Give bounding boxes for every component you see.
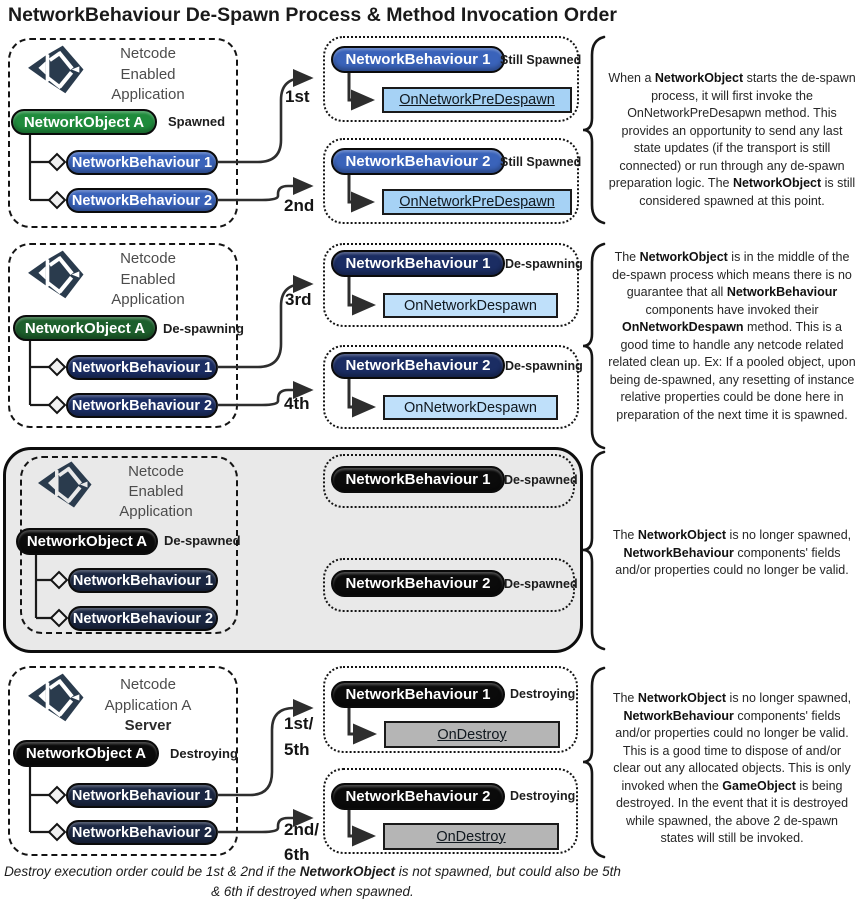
behaviour-pill: NetworkBehaviour 1 [331, 681, 505, 708]
object-status: Spawned [168, 114, 226, 129]
behaviour-status: De-spawned [504, 577, 578, 591]
unity-logo-icon [26, 249, 84, 301]
app-label: Netcode Application A Server [104, 676, 192, 734]
behaviour-status: Still Spawned [500, 53, 582, 67]
app-label: Netcode Enabled Application [111, 45, 185, 103]
brace-row-3 [583, 452, 604, 649]
method-box: OnNetworkDespawn [383, 395, 558, 420]
object-status: Destroying [170, 746, 238, 761]
order-label: 1st [285, 87, 310, 106]
behaviour-pill: NetworkBehaviour 2 [66, 820, 218, 845]
unity-logo-icon [26, 672, 84, 724]
app-label: Netcode Enabled Application [111, 250, 185, 308]
brace-icons [583, 37, 604, 857]
brace-row-1 [583, 37, 604, 223]
unity-logo-icon [26, 44, 84, 96]
behaviour-pill: NetworkBehaviour 1 [66, 783, 218, 808]
method-box: OnNetworkPreDespawn [382, 87, 572, 113]
behaviour-pill: NetworkBehaviour 1 [331, 250, 505, 277]
behaviour-status: Destroying [510, 687, 576, 701]
page-title: NetworkBehaviour De-Spawn Process & Method Invocation Order [8, 4, 617, 26]
behaviour-pill: NetworkBehaviour 2 [331, 148, 505, 175]
order-label: 4th [284, 394, 310, 413]
order-label: 2nd [284, 196, 315, 215]
behaviour-pill: NetworkBehaviour 1 [331, 466, 505, 493]
behaviour-status: Still Spawned [500, 155, 582, 169]
object-status: De-spawned [164, 533, 241, 548]
behaviour-pill: NetworkBehaviour 2 [66, 188, 218, 213]
description-text: When a NetworkObject starts the de-spawn process, it will first invoke the OnNetworkPreDesapwn method. This provides an opportunity to send any last state updates (if the transport is still connected) or run through any de-spawn preparation logic. The NetworkObject is still considered spawned at this point. [608, 71, 856, 208]
behaviour-pill: NetworkBehaviour 1 [66, 355, 218, 380]
order-label: 2nd/ [284, 820, 319, 839]
method-box: OnDestroy [384, 721, 560, 748]
object-status: De-spawning [163, 321, 244, 336]
behaviour-pill: NetworkBehaviour 2 [66, 393, 218, 418]
order-label: 6th [284, 845, 310, 864]
app-label: Netcode Enabled Application [119, 463, 193, 520]
behaviour-pill: NetworkBehaviour 1 [68, 568, 218, 593]
order-label: 5th [284, 740, 310, 759]
behaviour-pill: NetworkBehaviour 2 [331, 783, 505, 810]
description-text: The NetworkObject is no longer spawned, NetworkBehaviour components' fields and/or properties could no longer be valid. This is a good time to dispose of and/or clear out any allocated objects. This is only invoked when the GameObject is being destroyed. In the event that it is destroyed while spawned, the above 2 de-spawn states will still be invoked. [612, 691, 852, 845]
network-object-pill: NetworkObject A [13, 315, 157, 341]
description-text: The NetworkObject is no longer spawned, NetworkBehaviour components' fields and/or properties could no longer be valid. [612, 528, 852, 577]
behaviour-pill: NetworkBehaviour 2 [68, 606, 218, 631]
behaviour-status: De-spawning [505, 359, 583, 373]
behaviour-pill: NetworkBehaviour 1 [66, 150, 218, 175]
network-object-pill: NetworkObject A [13, 740, 159, 767]
brace-row-2 [583, 244, 604, 448]
method-box: OnNetworkPreDespawn [382, 189, 572, 215]
behaviour-pill: NetworkBehaviour 2 [331, 570, 505, 597]
footnote-text: Destroy execution order could be 1st & 2nd if the NetworkObject is not spawned, but could also be 5th & 6th if destroyed when spawned. [4, 864, 621, 899]
order-label: 1st/ [284, 714, 314, 733]
behaviour-status: De-spawned [504, 473, 578, 487]
behaviour-pill: NetworkBehaviour 2 [331, 352, 505, 379]
unity-logo-icon [36, 460, 92, 510]
order-label: 3rd [285, 290, 312, 309]
behaviour-pill: NetworkBehaviour 1 [331, 46, 505, 73]
brace-row-4 [583, 668, 604, 857]
behaviour-status: De-spawning [505, 257, 583, 271]
description-text: The NetworkObject is in the middle of the de-spawn process which means there is no guarantee that all NetworkBehaviour components have invoked their OnNetworkDespawn method. This is a good time to handle any netcode related related clean up. Ex: If a pooled object, upon being de-spawned, any resetting of instance relative properties could be done here in preparation of the next time it is spawned. [608, 250, 856, 422]
network-object-pill: NetworkObject A [16, 528, 158, 555]
network-object-pill: NetworkObject A [11, 109, 157, 135]
method-box: OnNetworkDespawn [383, 293, 558, 318]
method-box: OnDestroy [383, 823, 559, 850]
behaviour-status: Destroying [510, 789, 576, 803]
